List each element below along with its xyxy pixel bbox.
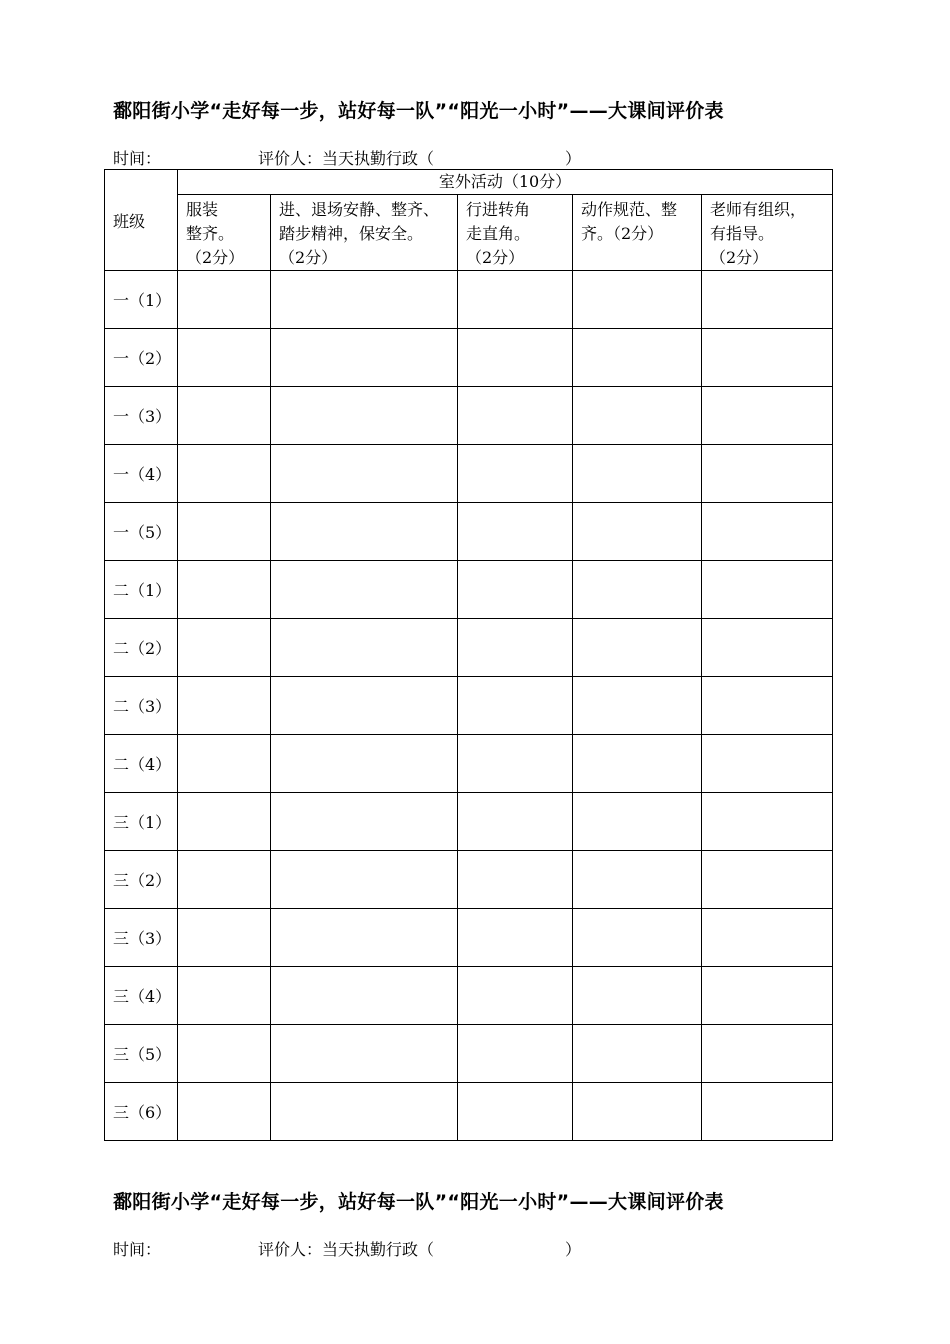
score-cell[interactable] — [271, 735, 458, 793]
score-cell[interactable] — [178, 851, 271, 909]
group-header: 室外活动（10分） — [178, 170, 833, 195]
class-row — [105, 271, 833, 329]
score-cell[interactable] — [573, 561, 702, 619]
score-cell[interactable] — [178, 1083, 271, 1141]
criterion-line: （2分） — [186, 248, 245, 267]
score-cell[interactable] — [271, 445, 458, 503]
criterion-header — [271, 195, 458, 271]
evaluator-label: 评价人：当天执勤行政（ — [258, 149, 435, 168]
score-cell[interactable] — [458, 851, 573, 909]
criterion-line: 进、退场安静、整齐、 — [279, 200, 440, 219]
score-cell[interactable] — [178, 445, 271, 503]
time-label: 时间： — [113, 149, 162, 168]
score-cell[interactable] — [271, 619, 458, 677]
score-cell[interactable] — [702, 735, 833, 793]
score-cell[interactable] — [702, 445, 833, 503]
score-cell[interactable] — [458, 1025, 573, 1083]
score-cell[interactable] — [271, 329, 458, 387]
score-cell[interactable] — [702, 793, 833, 851]
class-label: 三（5） — [105, 1025, 178, 1083]
group-header-row — [105, 170, 833, 195]
score-cell[interactable] — [573, 735, 702, 793]
score-cell[interactable] — [458, 677, 573, 735]
criterion-line: 老师有组织， — [710, 200, 807, 219]
score-cell[interactable] — [702, 967, 833, 1025]
class-label: 一（3） — [105, 387, 178, 445]
criterion-line: 有指导。 — [710, 224, 775, 243]
criterion-line: 服装 — [186, 200, 219, 219]
time-label: 时间： — [113, 1240, 162, 1259]
score-cell[interactable] — [458, 967, 573, 1025]
class-label: 二（3） — [105, 677, 178, 735]
score-cell[interactable] — [702, 387, 833, 445]
score-cell[interactable] — [458, 793, 573, 851]
score-cell[interactable] — [458, 619, 573, 677]
criterion-line: （2分） — [466, 248, 525, 267]
score-cell[interactable] — [702, 271, 833, 329]
class-label: 一（4） — [105, 445, 178, 503]
score-cell[interactable] — [702, 1025, 833, 1083]
class-row — [105, 793, 833, 851]
score-cell[interactable] — [458, 329, 573, 387]
score-cell[interactable] — [458, 1083, 573, 1141]
score-cell[interactable] — [178, 329, 271, 387]
score-cell[interactable] — [573, 909, 702, 967]
score-cell[interactable] — [178, 619, 271, 677]
class-label: 一（1） — [105, 271, 178, 329]
criterion-line: 踏步精神，保安全。 — [279, 224, 424, 243]
score-cell[interactable] — [458, 909, 573, 967]
score-cell[interactable] — [702, 909, 833, 967]
score-cell[interactable] — [178, 735, 271, 793]
score-cell[interactable] — [271, 1025, 458, 1083]
score-cell[interactable] — [271, 387, 458, 445]
score-cell[interactable] — [573, 271, 702, 329]
score-cell[interactable] — [178, 271, 271, 329]
criterion-line: 动作规范、整 — [581, 200, 678, 219]
score-cell[interactable] — [178, 503, 271, 561]
criterion-header — [702, 195, 833, 271]
score-cell[interactable] — [573, 329, 702, 387]
score-cell[interactable] — [178, 909, 271, 967]
score-cell[interactable] — [573, 503, 702, 561]
score-cell[interactable] — [178, 967, 271, 1025]
score-cell[interactable] — [702, 851, 833, 909]
criteria-header-row — [105, 195, 833, 271]
score-cell[interactable] — [271, 503, 458, 561]
score-cell[interactable] — [702, 503, 833, 561]
criterion-line: 整齐。 — [186, 224, 235, 243]
criterion-line: 走直角。 — [466, 224, 531, 243]
score-cell[interactable] — [271, 1083, 458, 1141]
score-cell[interactable] — [573, 677, 702, 735]
class-label: 二（2） — [105, 619, 178, 677]
class-row — [105, 967, 833, 1025]
class-row — [105, 561, 833, 619]
score-cell[interactable] — [702, 561, 833, 619]
evaluation-table — [104, 169, 833, 1141]
score-cell[interactable] — [702, 677, 833, 735]
class-row — [105, 909, 833, 967]
class-row — [105, 387, 833, 445]
score-cell[interactable] — [178, 793, 271, 851]
score-cell[interactable] — [702, 329, 833, 387]
score-cell[interactable] — [271, 851, 458, 909]
criterion-header — [573, 195, 702, 271]
score-cell[interactable] — [573, 619, 702, 677]
score-cell[interactable] — [458, 271, 573, 329]
criterion-line: （2分） — [279, 248, 338, 267]
score-cell[interactable] — [573, 1025, 702, 1083]
evaluator-label: 评价人：当天执勤行政（ — [258, 1240, 435, 1259]
criterion-line: 齐。（2分） — [581, 224, 664, 243]
score-cell[interactable] — [573, 387, 702, 445]
class-label: 三（3） — [105, 909, 178, 967]
criterion-header — [458, 195, 573, 271]
class-row — [105, 619, 833, 677]
score-cell[interactable] — [458, 445, 573, 503]
score-cell[interactable] — [573, 1083, 702, 1141]
score-cell[interactable] — [573, 445, 702, 503]
evaluator-close: ） — [565, 1240, 582, 1259]
class-row — [105, 677, 833, 735]
score-cell[interactable] — [178, 677, 271, 735]
class-row — [105, 445, 833, 503]
score-cell[interactable] — [271, 909, 458, 967]
score-cell[interactable] — [458, 561, 573, 619]
score-cell[interactable] — [573, 851, 702, 909]
criterion-line: 行进转角 — [466, 200, 531, 219]
score-cell[interactable] — [458, 503, 573, 561]
score-cell[interactable] — [271, 793, 458, 851]
class-label: 三（4） — [105, 967, 178, 1025]
class-row — [105, 1083, 833, 1141]
score-cell[interactable] — [458, 735, 573, 793]
class-label: 二（4） — [105, 735, 178, 793]
class-row — [105, 1025, 833, 1083]
criterion-header — [178, 195, 271, 271]
score-cell[interactable] — [178, 1025, 271, 1083]
class-row — [105, 503, 833, 561]
score-cell[interactable] — [178, 561, 271, 619]
class-row — [105, 851, 833, 909]
class-label: 三（6） — [105, 1083, 178, 1141]
score-cell[interactable] — [271, 561, 458, 619]
score-cell[interactable] — [458, 387, 573, 445]
class-header: 班级 — [105, 170, 178, 271]
score-cell[interactable] — [178, 387, 271, 445]
score-cell[interactable] — [573, 793, 702, 851]
score-cell[interactable] — [702, 1083, 833, 1141]
class-row — [105, 735, 833, 793]
score-cell[interactable] — [271, 967, 458, 1025]
class-row — [105, 329, 833, 387]
criterion-line: （2分） — [710, 248, 769, 267]
class-label: 一（2） — [105, 329, 178, 387]
class-label: 三（2） — [105, 851, 178, 909]
score-cell[interactable] — [271, 271, 458, 329]
form-title: 鄱阳街小学“走好每一步，站好每一队”“阳光一小时”——大课间评价表 — [113, 100, 724, 122]
score-cell[interactable] — [573, 967, 702, 1025]
evaluator-close: ） — [565, 149, 582, 168]
class-label: 一（5） — [105, 503, 178, 561]
form-title: 鄱阳街小学“走好每一步，站好每一队”“阳光一小时”——大课间评价表 — [113, 1191, 724, 1213]
class-label: 三（1） — [105, 793, 178, 851]
score-cell[interactable] — [702, 619, 833, 677]
score-cell[interactable] — [271, 677, 458, 735]
class-label: 二（1） — [105, 561, 178, 619]
